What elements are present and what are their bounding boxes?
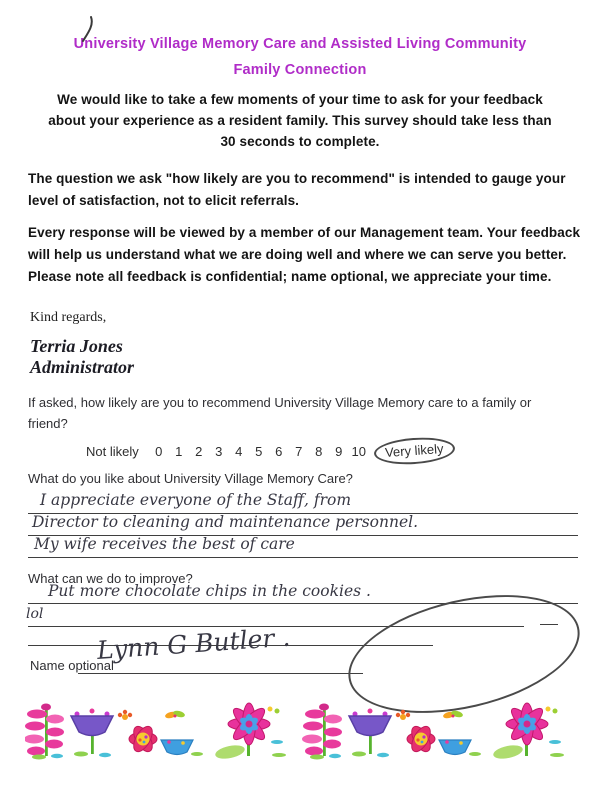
question-improve-label: What can we do to improve? — [28, 571, 193, 586]
scale-value-4: 4 — [235, 443, 243, 459]
scale-value-6: 6 — [275, 443, 283, 459]
scale-low-label: Not likely — [86, 443, 139, 459]
answer-rule-3 — [28, 557, 578, 558]
page-title-line1: University Village Memory Care and Assisted Living Community — [73, 36, 527, 52]
question-like-label: What do you like about University Village Memory Care? — [28, 471, 353, 486]
intro-line2: about your experience as a resident family. This survey should take less than — [48, 113, 552, 128]
name-optional-label: Name optional — [30, 658, 114, 673]
scale-value-0: 0 — [155, 443, 163, 459]
very-likely-circle: Very likely — [373, 435, 455, 467]
answer-like-line2: Director to cleaning and maintenance personnel. — [32, 513, 419, 531]
rating-scale — [86, 438, 454, 464]
paragraph-response: Every response will be viewed by a member of our Management team. Your feedback will help us understand what we are doing well and where we can serve you better. Please note all feedback is confidential; name optional, we appreciate your time. — [28, 225, 581, 284]
answer-improve-note: lol — [26, 606, 44, 622]
scale-value-3: 3 — [215, 443, 223, 459]
scale-value-2: 2 — [195, 443, 203, 459]
paragraph-gauge: The question we ask "how likely are you to recommend" is intended to gauge your level of satisfaction, not to elicit referrals. — [28, 171, 566, 208]
recommend-question: If asked, how likely are you to recommend University Village Memory care to a family or friend? — [28, 395, 532, 431]
scale-value-8: 8 — [315, 443, 323, 459]
name-signature: Lynn G Butler . — [95, 622, 292, 665]
intro-line1: We would like to take a few moments of your time to ask for your feedback — [57, 92, 543, 107]
signer-role: Administrator — [30, 357, 135, 377]
scale-value-9: 9 — [335, 443, 343, 459]
scale-value-5: 5 — [255, 443, 263, 459]
name-rule — [78, 673, 363, 674]
scale-value-7: 7 — [295, 443, 303, 459]
answer-improve-line: Put more chocolate chips in the cookies . — [48, 582, 371, 600]
answer-like-line1: I appreciate everyone of the Staff, from — [40, 491, 352, 509]
pen-mark-icon — [78, 16, 96, 44]
scale-value-10: 10 — [351, 443, 366, 459]
answer-like-line3: My wife receives the best of care — [34, 535, 295, 553]
scale-value-1: 1 — [175, 443, 183, 459]
page-title-line2: Family Connection — [233, 62, 367, 78]
intro-line3: 30 seconds to complete. — [220, 134, 380, 149]
flower-border — [25, 702, 581, 764]
signer-name: Terria Jones — [30, 336, 123, 356]
closing-text: Kind regards, — [30, 310, 107, 325]
